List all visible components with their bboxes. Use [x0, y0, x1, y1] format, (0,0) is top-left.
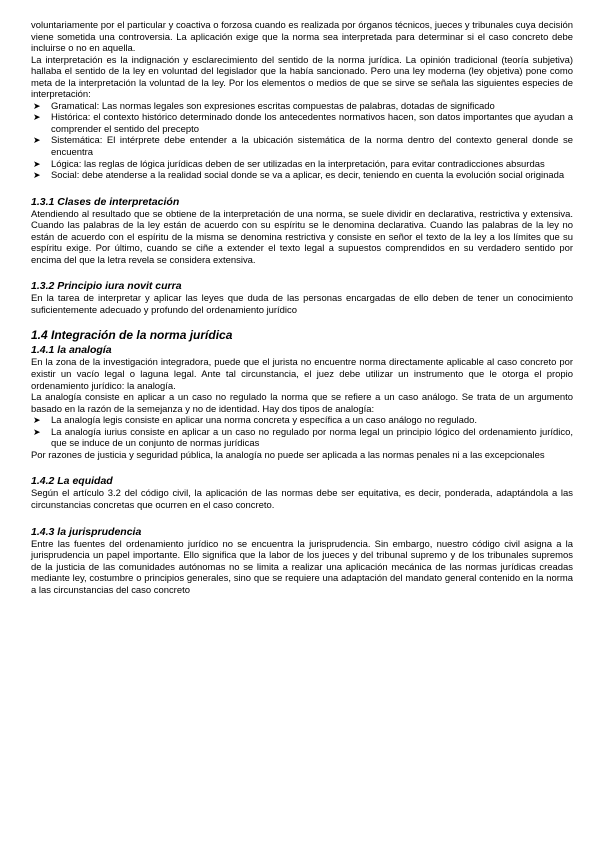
section-1-4-2-paragraph: Según el artículo 3.2 del código civil, la aplicación de las normas debe ser equitativa, es decir, ponderada, adaptándola a las circunstancias concretas que ocurren en el caso concreto. — [31, 488, 573, 511]
section-1-4-2-heading: 1.4.2 La equidad — [31, 475, 113, 488]
section-1-4-1-paragraph-2: La analogía consiste en aplicar a un caso no regulado la norma que se refiere a un caso análogo. Se trata de un argumento basado en la razón de la semejanza y no de identidad. Hay dos tipos de analogía: — [31, 392, 573, 415]
arrow-bullet-icon: ➤ — [33, 415, 41, 426]
list-item: ➤ La analogía legis consiste en aplicar una norma concreta y específica a un caso análogo no regulado. — [33, 415, 478, 427]
section-1-4-1-heading: 1.4.1 la analogía — [31, 344, 112, 357]
section-1-3-1-paragraph: Atendiendo al resultado que se obtiene de la interpretación de una norma, se suele dividir en declarativa, restrictiva y extensiva. Cuando las palabras de la ley están de acuerdo con su espíritu se le denomina declarativa. Cuando las palabras de la ley no están de acuerdo con el espíritu de la misma se denomina restrictiva y consiste en señor el texto de la ley a los límites que su espíritu exige. Por último, cuando se ciñe a extender el texto legal a supuestos comprendidos en su verdadero sentido por encima del que la letra revela se considera extensiva. — [31, 208, 573, 266]
intro-paragraph-1: voluntariamente por el particular y coactiva o forzosa cuando es realizada por órganos técnicos, jueces y tribunales cuya decisión viene sometida una controversia. La aplicación exige que la norma sea interpretada para determinar si el caso concreto debe incluirse o no en aquella. — [31, 20, 573, 55]
list-item: ➤ Social: debe atenderse a la realidad social donde se va a aplicar, es decir, teniendo en cuenta la evolución social originada — [33, 170, 565, 182]
list-item: ➤ La analogía iurius consiste en aplicar a un caso no regulado por norma legal un principio lógico del ordenamiento jurídico, que se induce de un conjunto de normas jurídicas — [33, 426, 573, 450]
section-1-4-1-paragraph-3: Por razones de justicia y seguridad pública, la analogía no puede ser aplicada a las normas penales ni a las excepcionales — [31, 449, 545, 461]
list-item: ➤ Lógica: las reglas de lógica jurídicas deben de ser utilizadas en la interpretación, para evitar contradicciones absurdas — [33, 158, 545, 170]
section-1-4-1-paragraph-1: En la zona de la investigación integradora, puede que el jurista no encuentre norma directamente aplicable al caso concreto por existir un vacío legal o laguna legal. Ante tal circunstancia, el juez debe utilizar un instrumento que le otorga el propio ordenamiento jurídico: la analogía. — [31, 357, 573, 392]
arrow-bullet-icon: ➤ — [33, 112, 41, 123]
document-page — [31, 20, 573, 596]
section-1-4-heading: 1.4 Integración de la norma jurídica — [31, 328, 233, 343]
analogy-types-list — [31, 415, 573, 450]
section-1-4-3-paragraph: Entre las fuentes del ordenamiento jurídico no se encuentra la jurisprudencia. Sin embargo, nuestro código civil asigna a la jurisprudencia un papel importante. Ello significa que la labor de los jueces y del tribunal supremo y de los tribunales supremos de la justicia de las comunidades autónomas no se limita a realizar una aplicación mecánica de las normas jurídicas creadas mediante ley, costumbre o principios generales, sino que se requiere una adaptación del mandato general contenido en la norma a las circunstancias del caso concreto — [31, 538, 573, 596]
section-1-3-1-heading: 1.3.1 Clases de interpretación — [31, 195, 180, 208]
list-item: ➤ Histórica: el contexto histórico determinado donde los antecedentes normativos hacen, son datos importantes que ayudan a comprender el sentido del precepto — [33, 112, 573, 135]
arrow-bullet-icon: ➤ — [33, 158, 41, 169]
section-1-3-2-paragraph: En la tarea de interpretar y aplicar las leyes que duda de las personas encargadas de ello deben de tener un conocimiento suficientemente adecuado y profundo del ordenamiento jurídico — [31, 293, 573, 316]
arrow-bullet-icon: ➤ — [33, 170, 41, 181]
list-item: ➤ Sistemática: El intérprete debe entender a la ubicación sistemática de la norma dentro del contexto general donde se encuentra — [33, 135, 573, 159]
section-1-4-3-heading: 1.4.3 la jurisprudencia — [31, 525, 142, 538]
arrow-bullet-icon: ➤ — [33, 135, 41, 146]
arrow-bullet-icon: ➤ — [33, 100, 41, 111]
section-1-3-2-heading: 1.3.2 Principio iura novit curra — [31, 280, 182, 293]
list-item: ➤ Gramatical: Las normas legales son expresiones escritas compuestas de palabras, dotadas de significado — [33, 100, 495, 112]
intro-paragraph-2: La interpretación es la indignación y esclarecimiento del sentido de la norma jurídica. La opinión tradicional (teoría subjetiva) hallaba el sentido de la ley en voluntad del legislador que la había sancionado. Pero una ley moderna (ley objetiva) pone como meta de la interpretación la voluntad de la ley. Por los elementos o medios de que se sirve se señala las siguientes especies de interpretación: — [31, 54, 573, 101]
interpretation-types-list — [31, 101, 573, 182]
arrow-bullet-icon: ➤ — [33, 426, 41, 437]
